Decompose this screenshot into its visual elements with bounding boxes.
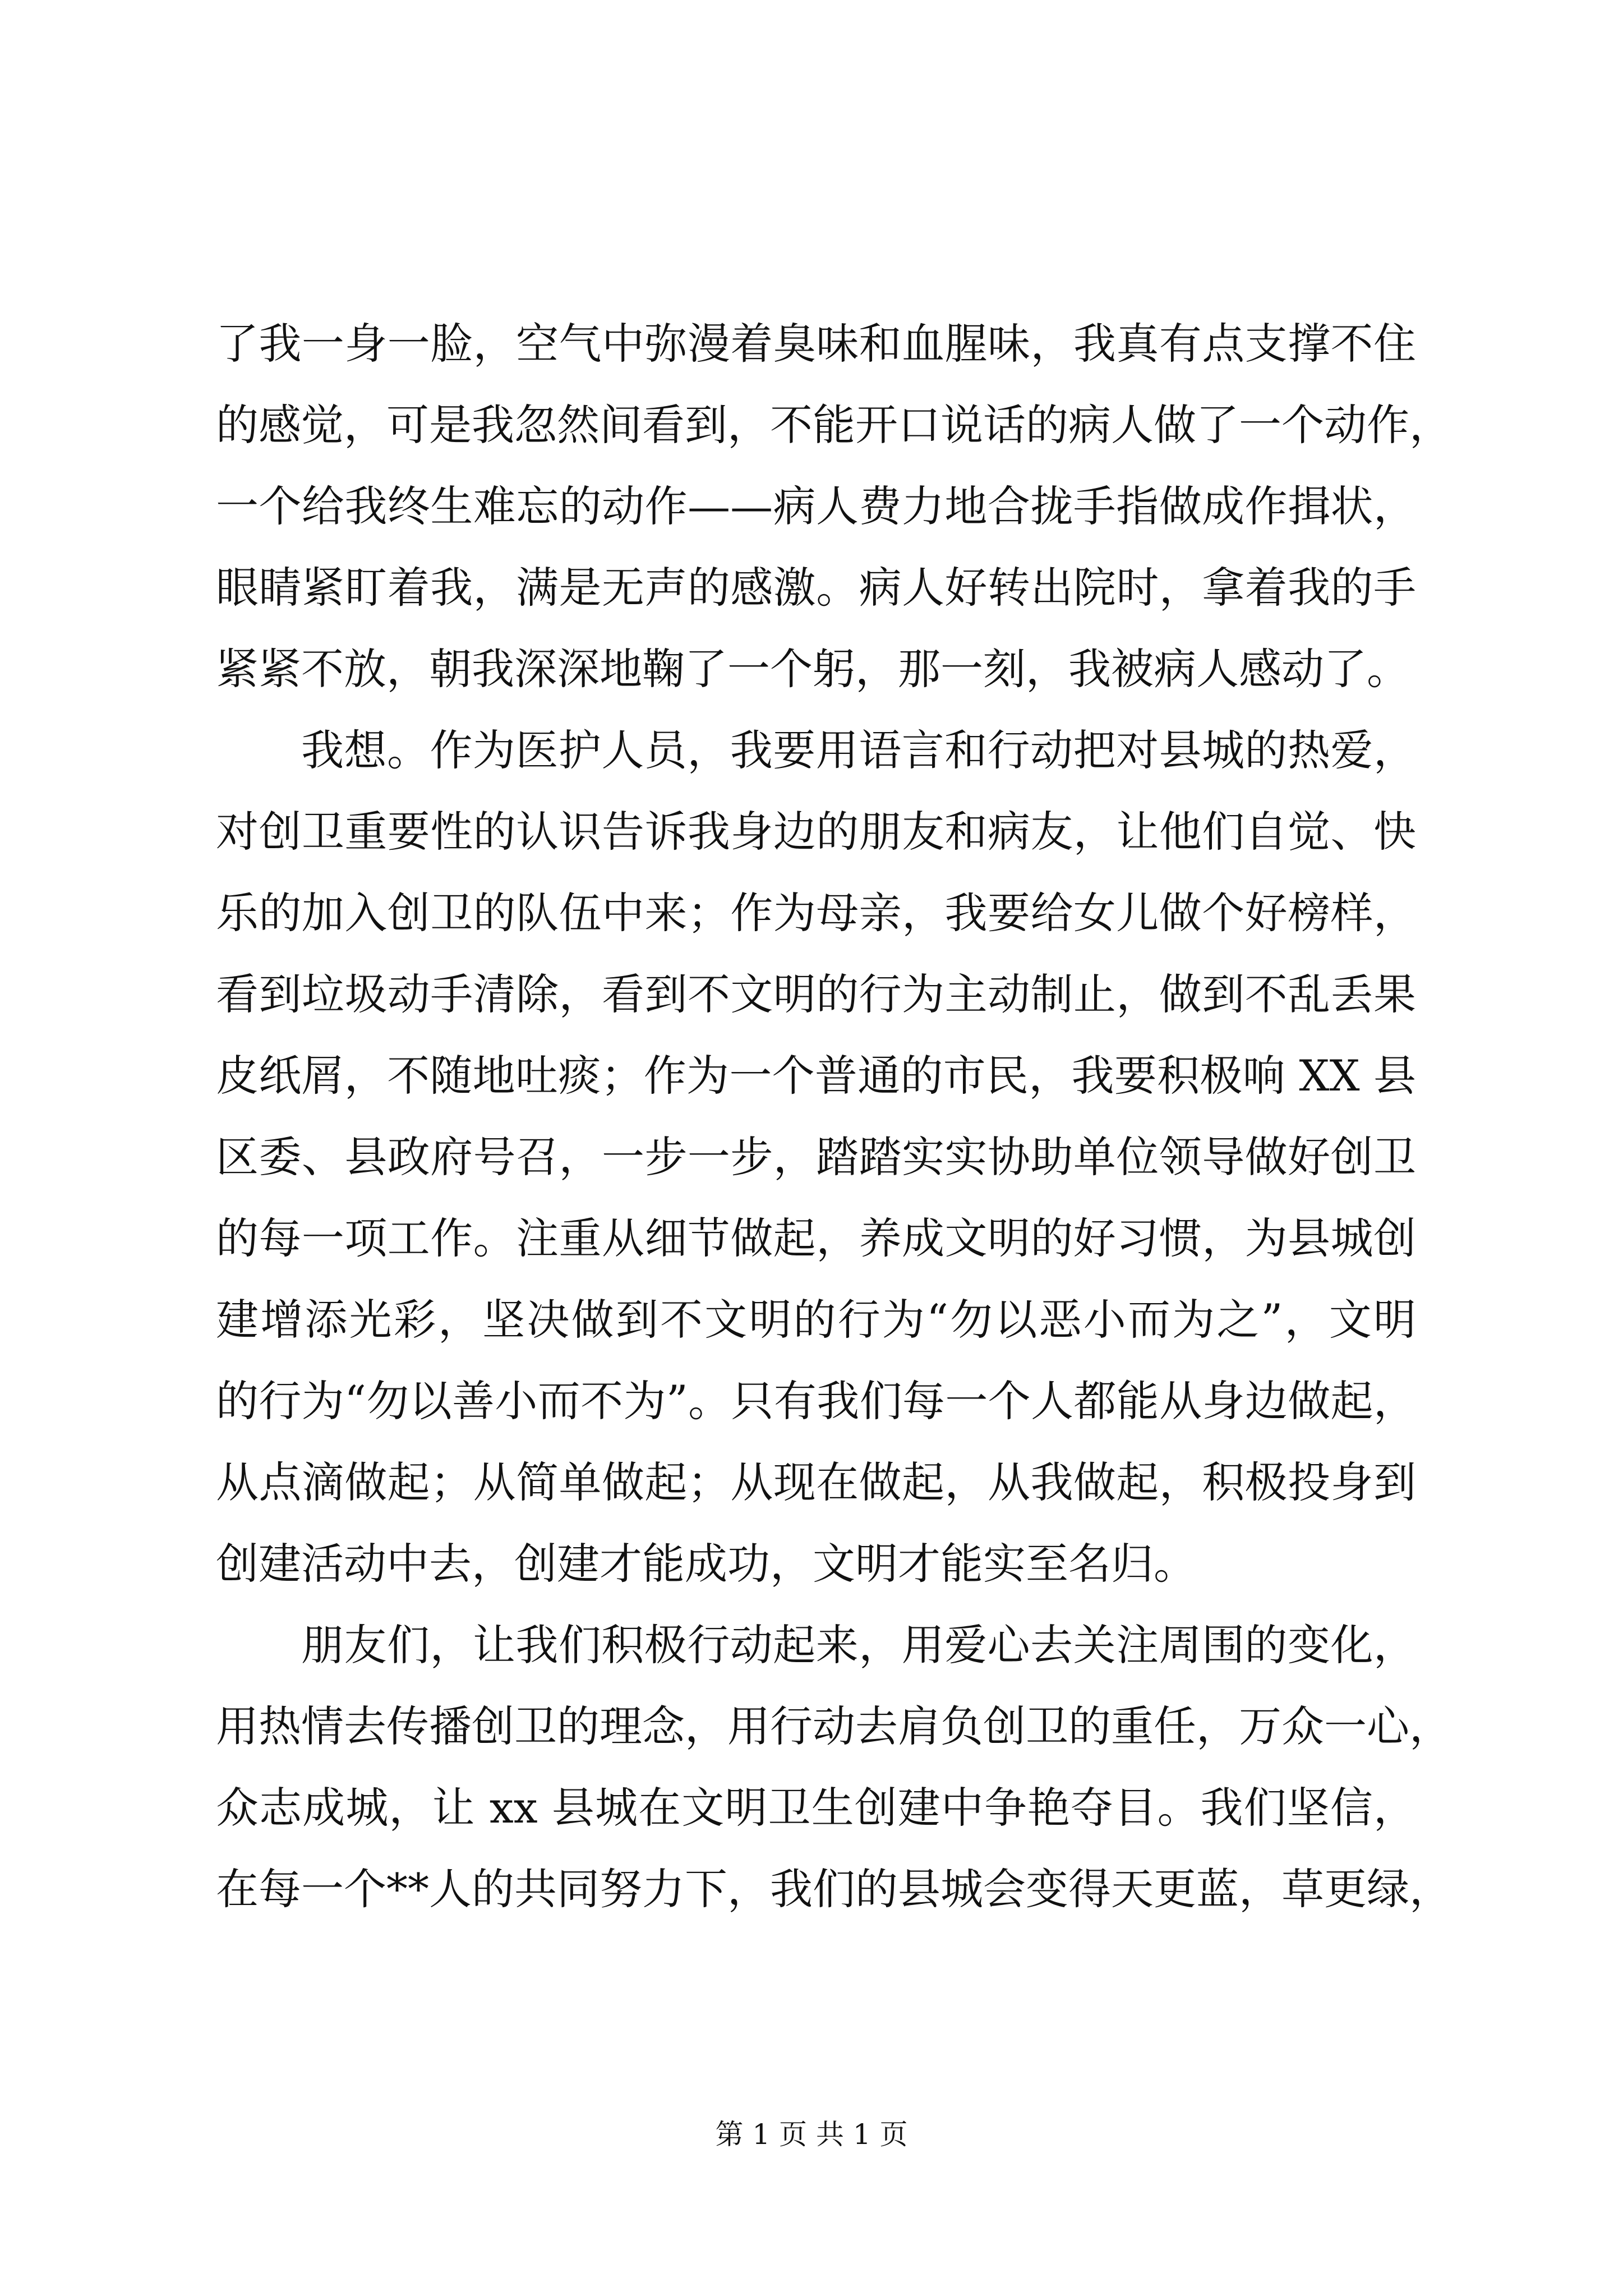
text-line: 一个给我终生难忘的动作——病人费力地合拢手指做成作揖状，: [216, 481, 1416, 531]
paragraph-2: [216, 710, 1416, 1604]
text-line: 的感觉，可是我忽然间看到，不能开口说话的病人做了一个动作，: [216, 400, 1452, 450]
text-line: 在每一个**人的共同努力下，我们的县城会变得天更蓝，草更绿，: [216, 1864, 1452, 1914]
body-text: [216, 303, 1452, 1930]
text-line: 对创卫重要性的认识告诉我身边的朋友和病友，让他们自觉、快: [216, 807, 1416, 857]
text-line: 乐的加入创卫的队伍中来；作为母亲，我要给女儿做个好榜样，: [216, 888, 1416, 938]
page-footer: 第 1 页 共 1 页: [715, 2118, 908, 2151]
paragraph-3: [216, 1604, 1452, 1930]
paragraph-1: [216, 303, 1452, 710]
text-line: 用热情去传播创卫的理念，用行动去肩负创卫的重任，万众一心，: [216, 1701, 1452, 1751]
text-line: 了我一身一脸，空气中弥漫着臭味和血腥味，我真有点支撑不住: [216, 319, 1416, 369]
text-line: 朋友们，让我们积极行动起来，用爱心去关注周围的变化，: [301, 1620, 1416, 1670]
text-line: 眼睛紧盯着我，满是无声的感激。病人好转出院时，拿着我的手: [216, 563, 1416, 613]
text-line: 紧紧不放，朝我深深地鞠了一个躬，那一刻，我被病人感动了。: [216, 644, 1409, 694]
text-line: 我想。作为医护人员，我要用语言和行动把对县城的热爱，: [301, 725, 1416, 775]
text-line: 看到垃圾动手清除，看到不文明的行为主动制止，做到不乱丢果: [216, 969, 1416, 1019]
text-line: 众志成城，让 xx 县城在文明卫生创建中争艳夺目。我们坚信，: [216, 1783, 1416, 1833]
text-line: 区委、县政府号召，一步一步，踏踏实实协助单位领导做好创卫: [216, 1132, 1416, 1182]
text-line: 皮纸屑，不随地吐痰；作为一个普通的市民，我要积极响 XX 县: [216, 1051, 1416, 1101]
text-line: 的每一项工作。注重从细节做起，养成文明的好习惯，为县城创: [216, 1213, 1416, 1263]
text-line: 的行为“勿以善小而不为”。只有我们每一个人都能从身边做起，: [216, 1376, 1416, 1426]
text-line: 从点滴做起；从简单做起；从现在做起，从我做起，积极投身到: [216, 1457, 1416, 1507]
text-line: 建增添光彩，坚决做到不文明的行为“勿以恶小而为之”，文明: [216, 1295, 1416, 1345]
text-line: 创建活动中去，创建才能成功，文明才能实至名归。: [216, 1539, 1196, 1589]
